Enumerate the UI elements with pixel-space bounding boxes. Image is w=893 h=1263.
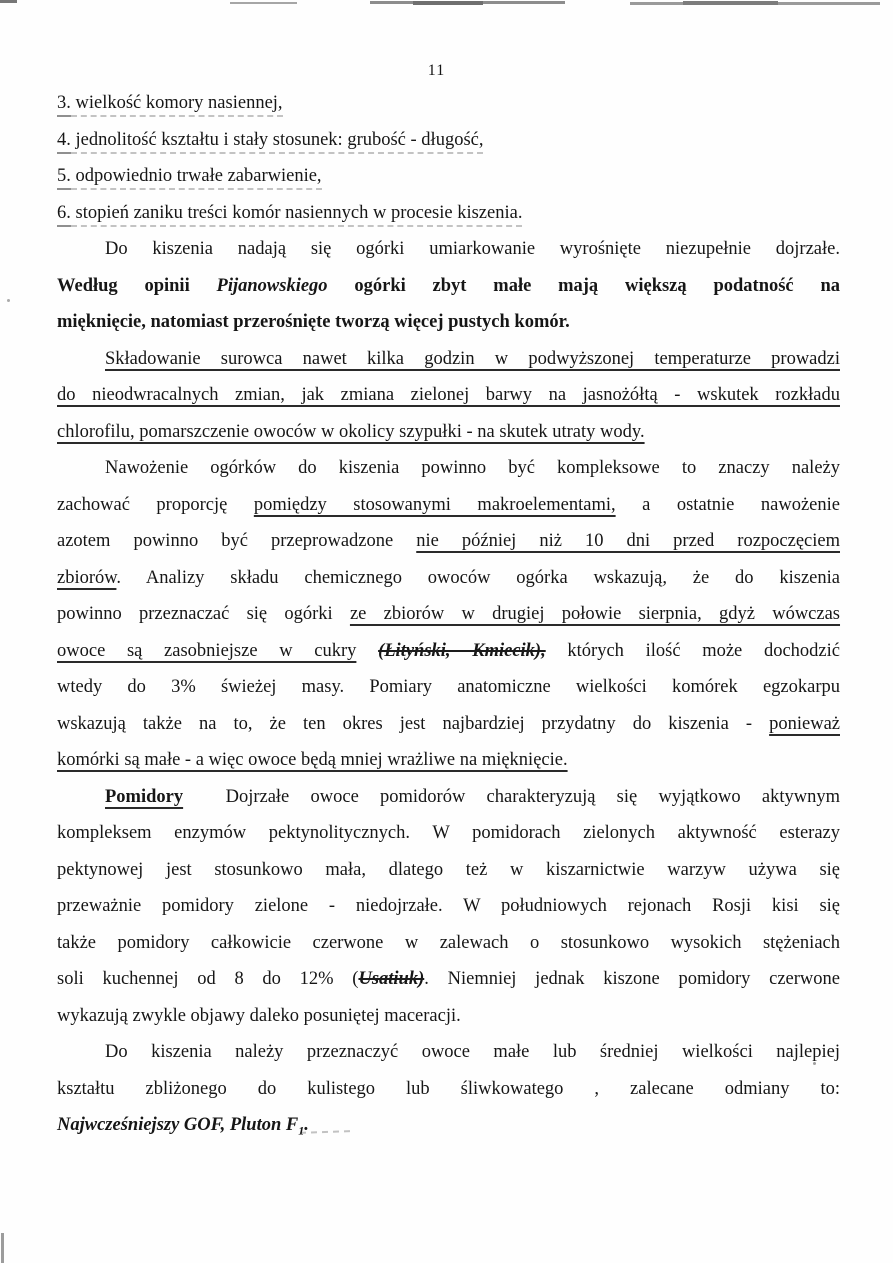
text-line: [57, 1071, 840, 1108]
text-segment: 6.: [57, 203, 71, 227]
para-fertilization-harvest: [57, 450, 840, 779]
scan-artifact-top-streak: [413, 1, 483, 5]
text-segment: stopień zaniku treści komór nasiennych w procesie kiszenia.: [71, 203, 523, 227]
text-segment: wtedy do 3% świeżej masy. Pomiary anatomiczne wielkości komórek egzokarpu: [57, 677, 840, 697]
text-segment: owoce są zasobniejsze w cukry: [57, 640, 357, 661]
text-line: [57, 596, 840, 633]
text-line: [57, 122, 840, 159]
text-segment: Nawożenie ogórków do kiszenia powinno być kompleksowe to znaczy należy: [105, 458, 840, 478]
text-segment: ogórki zbyt małe mają większą podatność na: [327, 275, 840, 296]
text-line: [57, 1034, 840, 1071]
scan-artifact-top-streak: [230, 2, 297, 4]
page-content: [57, 60, 840, 1149]
text-line: [57, 815, 840, 852]
text-line: [57, 487, 840, 524]
text-segment: Do kiszenia nadają się ogórki umiarkowanie wyrośnięte niezupełnie dojrzałe.: [105, 239, 840, 259]
text-segment: komórki są małe - a więc owoce będą mniej wrażliwe na mięknięcie.: [57, 750, 568, 770]
text-segment: 4.: [57, 130, 71, 154]
text-segment: kształtu zbliżonego do kulistego lub śliwkowatego , zalecane odmiany to:: [57, 1078, 840, 1099]
text-blocks: [57, 85, 840, 1149]
scan-artifact-top-streak: [0, 0, 17, 3]
text-segment: odpowiednio trwałe zabarwienie,: [71, 166, 322, 190]
text-segment: azotem powinno być przeprowadzone: [57, 531, 417, 551]
text-segment: zachować proporcję: [57, 494, 254, 515]
text-line: [57, 158, 840, 195]
text-segment: ponieważ: [769, 713, 840, 734]
para-tomato-recommendation: [57, 1034, 840, 1149]
text-line: [57, 377, 840, 414]
scan-artifact-edge-bar: [1, 1233, 4, 1263]
text-segment: powinno przeznaczać się ogórki: [57, 604, 350, 624]
text-segment: . Niemniej jednak kiszone pomidory czerwone: [424, 969, 840, 989]
text-line: [57, 560, 840, 597]
text-line: [57, 961, 840, 998]
text-segment: 1: [298, 1123, 305, 1138]
text-segment: .: [304, 1115, 309, 1135]
text-segment: których ilość może dochodzić: [545, 640, 840, 661]
text-segment: wskazują także na to, że ten okres jest najbardziej przydatny do kiszenia -: [57, 713, 770, 734]
text-segment: a ostatnie nawożenie: [615, 494, 840, 515]
para-cucumbers-opinion: [57, 231, 840, 341]
text-line: [57, 706, 840, 743]
text-line: [57, 268, 840, 305]
text-segment: Dojrzałe owoce pomidorów charakteryzują się wyjątkowo aktywnym: [183, 786, 840, 807]
text-segment: Według opinii: [57, 275, 217, 296]
text-segment: pektynowej jest stosunkowo mała, dlatego też w kiszarnictwie warzyw używa się: [57, 859, 840, 880]
text-line: [57, 195, 840, 232]
text-line: [57, 450, 840, 487]
text-segment: zbiorów: [57, 567, 117, 588]
text-line: [57, 231, 840, 268]
text-segment: soli kuchennej od 8 do 12% (: [57, 969, 359, 989]
text-segment: 3.: [57, 93, 71, 117]
para-storage-warning: [57, 341, 840, 451]
scan-artifact-dot: [7, 299, 10, 302]
text-line: [57, 414, 840, 451]
numbered-list: [57, 85, 840, 231]
para-tomatoes: [57, 779, 840, 1035]
page-number: 11: [427, 62, 446, 79]
text-line: [57, 633, 840, 670]
text-segment: Pomidory: [105, 786, 184, 807]
text-segment: ze zbiorów w drugiej połowie sierpnia, gdyż wówczas: [349, 604, 841, 624]
text-line: [57, 304, 840, 341]
text-segment: Składowanie surowca nawet kilka godzin w podwyższonej temperaturze prowadzi: [105, 348, 840, 369]
text-segment: do nieodwracalnych zmian, jak zmiana zielonej barwy na jasnożółtą - wskutek rozkładu: [57, 385, 840, 405]
text-segment: wykazują zwykle objawy daleko posuniętej maceracji.: [57, 1005, 461, 1026]
text-segment: Usatiuk): [358, 969, 425, 989]
text-segment: mięknięcie, natomiast przerośnięte tworzą więcej pustych komór.: [57, 312, 570, 332]
text-segment: wielkość komory nasiennej,: [71, 93, 283, 117]
scan-artifact-top-streak: [683, 1, 778, 5]
text-segment: . Analizy składu chemicznego owoców ogórka wskazują, że do kiszenia: [116, 567, 840, 588]
text-line: [57, 742, 840, 779]
text-segment: pomiędzy stosowanymi makroelementami,: [253, 494, 616, 515]
text-line: [57, 669, 840, 706]
text-segment: jednolitość kształtu i stały stosunek: grubość - długość,: [71, 130, 484, 154]
text-segment: kompleksem enzymów pektynolitycznych. W pomidorach zielonych aktywność esterazy: [57, 823, 840, 843]
text-segment: chlorofilu, pomarszczenie owoców w okolicy szypułki - na skutek utraty wody.: [57, 421, 645, 442]
text-line: [57, 341, 840, 378]
text-segment: Do kiszenia należy przeznaczyć owoce małe lub średniej wielkości najlepiej: [105, 1042, 840, 1062]
text-line: [57, 779, 840, 816]
text-line: [57, 85, 840, 122]
text-line: [57, 852, 840, 889]
text-segment: przeważnie pomidory zielone - niedojrzałe. W południowych rejonach Rosji kisi się: [57, 896, 840, 916]
text-segment: [356, 641, 378, 661]
text-line: [57, 523, 840, 560]
text-line: [57, 925, 840, 962]
text-segment: (Łityński, Kmiecik),: [378, 640, 546, 661]
text-segment: nie później niż 10 dni przed rozpoczęciem: [416, 531, 840, 551]
text-line: [57, 998, 840, 1035]
text-segment: Najwcześniejszy GOF, Pluton F: [57, 1115, 299, 1135]
text-segment: także pomidory całkowicie czerwone w zalewach o stosunkowo wysokich stężeniach: [57, 932, 840, 953]
text-line: [57, 888, 840, 925]
text-segment: Pijanowskiego: [216, 275, 328, 296]
text-segment: 5.: [57, 166, 71, 190]
text-line: [57, 1107, 840, 1149]
